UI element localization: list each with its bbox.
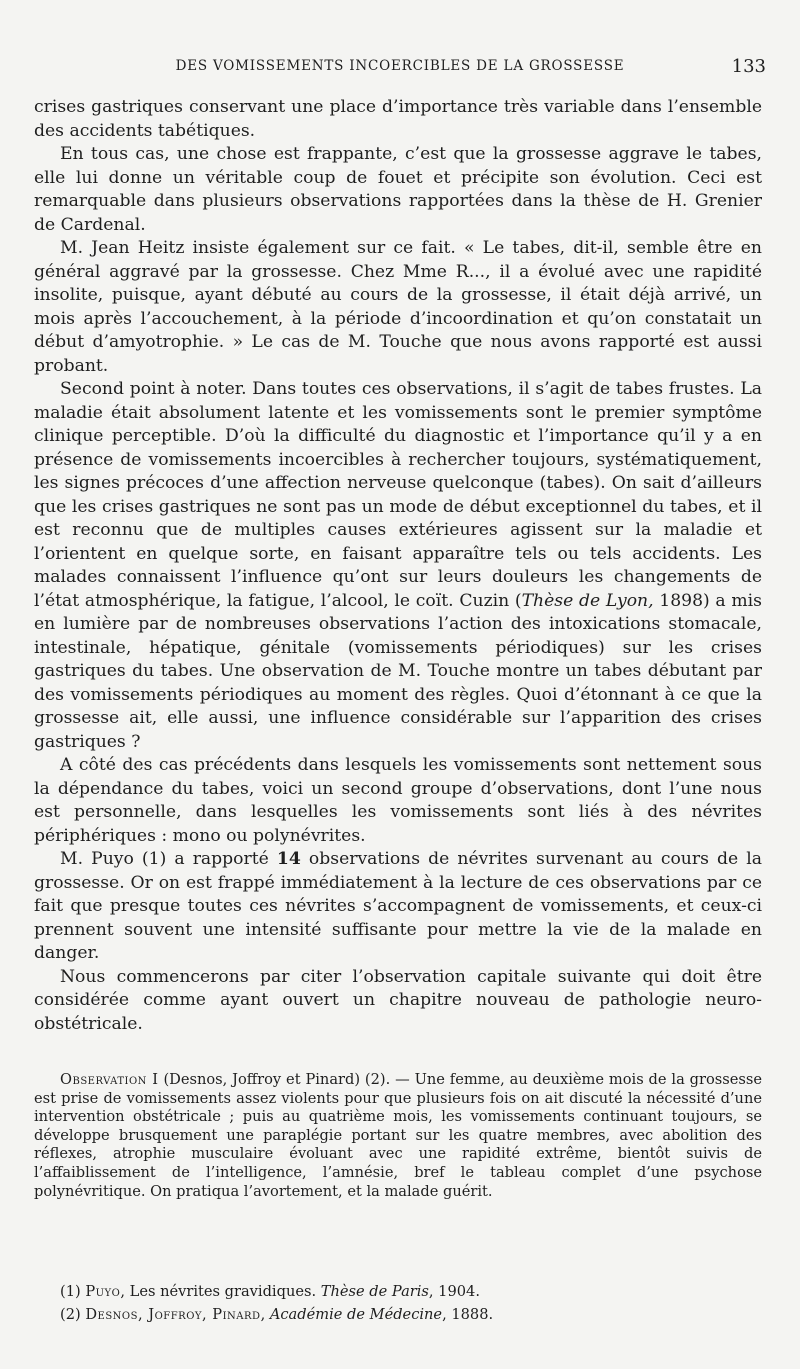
footnote-1-end: , 1904.	[428, 1283, 480, 1300]
main-text	[34, 96, 762, 1036]
page-number: 133	[731, 56, 766, 77]
paragraph-4-citation: Thèse de Lyon,	[521, 590, 654, 611]
footnote-1-marker: (1)	[60, 1283, 86, 1300]
footnote-1	[34, 1280, 762, 1303]
footnote-2-end: , 1888.	[442, 1306, 494, 1323]
paragraph-3: M. Jean Heitz insiste également sur ce fait. « Le tabes, dit-il, semble être en général aggravé par la grossesse. Chez Mme R..., il a évolué avec une rapidité insolite, puisque, ayant débuté au cours de la grossesse, il était déjà arrivé, un mois après l’accouchement, à la période d’incoordination et qu’on constatait un début d’amyotrophie. » Le cas de M. Touche que nous avons rapporté est aussi probant.	[34, 238, 762, 376]
footnote-2-source: Académie de Médecine	[269, 1306, 443, 1323]
observation-body: (Desnos, Joffroy et Pinard) (2). — Une femme, au deuxième mois de la grossesse est prise de vomissements assez violents pour que plusieurs fois on ait discuté la nécessité d’une intervention obstétricale ; puis au quatrième mois, les vomissements continuant toujours, se développe brusquement une paraplégie portant sur les quatre membres, avec abolition des réflexes, atrophie musculaire évoluant avec une rapidité extrême, bientôt suivis de l’affaiblissement de l’intelligence, l’amnésie, bref le tableau complet d’une psychose polynévritique. On pratiqua l’avortement, et la malade guérit.	[34, 1071, 763, 1200]
footnote-1-source: Thèse de Paris	[320, 1283, 429, 1300]
paragraph-6-number: 14	[276, 849, 301, 869]
footnote-2-author: Desnos, Joffroy, Pinard	[85, 1306, 261, 1323]
observation-text	[34, 1071, 762, 1201]
paragraph-1: crises gastriques conservant une place d’importance très variable dans l’ensemble des accidents tabétiques.	[34, 97, 762, 141]
footnote-1-text: , Les névrites gravidiques.	[120, 1283, 321, 1300]
footnote-2	[34, 1303, 762, 1326]
paragraph-6-part-b: observations de névrites survenant au cours de la grossesse. Or on est frappé immédiatement à la lecture de ces observations par ce fait que presque toutes ces névrites s’accompagnent de vomissements, et ceux-ci prennent souvent une intensité suffisante pour mettre la vie de la malade en danger.	[34, 849, 762, 963]
paragraph-5: A côté des cas précédents dans lesquels les vomissements sont nettement sous la dépendance du tabes, voici un second groupe d’observations, dont l’une nous est personnelle, dans lesquelles les vomissements sont liés à des névrites périphériques : mono ou polynévrites.	[34, 755, 762, 846]
paragraph-4-part-a: Second point à noter. Dans toutes ces observations, il s’agit de tabes frustes. La maladie était absolument latente et les vomissements sont le premier symptôme clinique perceptible. D’où la difficulté du diagnostic et l’importance qu’il y a en présence de vomissements incoercibles à rechercher toujours, systématiquement, les signes précoces d’une affection nerveuse quelconque (tabes). On sait d’ailleurs que les crises gastriques ne sont pas un mode de début exceptionnel du tabes, et il est reconnu que de multiples causes extérieures agissent sur la maladie et l’orientent en quelque sorte, en faisant apparaître tels ou tels accidents. Les malades connaissent l’influence qu’ont sur leurs douleurs les changements de l’état atmosphérique, la fatigue, l’alcool, le coït. Cuzin (	[34, 379, 762, 611]
footnote-1-author: Puyo	[85, 1283, 121, 1300]
paragraph-6	[34, 848, 762, 966]
footnote-2-marker: (2)	[60, 1306, 86, 1323]
observation-label: Observation I	[60, 1071, 159, 1088]
observation-block	[34, 1071, 762, 1201]
paragraph-7: Nous commencerons par citer l’observation capitale suivante qui doit être considérée comme ayant ouvert un chapitre nouveau de pathologie neuro-obstétricale.	[34, 966, 762, 1034]
running-title: DES VOMISSEMENTS INCOERCIBLES DE LA GROSSESSE	[175, 58, 625, 74]
running-header	[34, 58, 766, 82]
paragraph-4	[34, 378, 762, 754]
paragraph-6-part-a: M. Puyo (1) a rapporté	[60, 849, 277, 869]
footnote-2-text: ,	[260, 1306, 270, 1323]
paragraph-4-part-b: 1898) a mis en lumière par de nombreuses observations l’action des intoxications stomacale, intestinale, hépatique, génitale (vomissements périodiques) sur les crises gastriques du tabes. Une observation de M. Touche montre un tabes débutant par des vomissements périodiques au moment des règles. Quoi d’étonnant à ce que la grossesse ait, elle aussi, une influence considérable sur l’apparition des crises gastriques ?	[34, 590, 762, 752]
paragraph-2: En tous cas, une chose est frappante, c’est que la grossesse aggrave le tabes, elle lui donne un véritable coup de fouet et précipite son évolution. Ceci est remarquable dans plusieurs observations rapportées dans la thèse de H. Grenier de Cardenal.	[34, 144, 762, 235]
footnotes	[34, 1280, 762, 1326]
